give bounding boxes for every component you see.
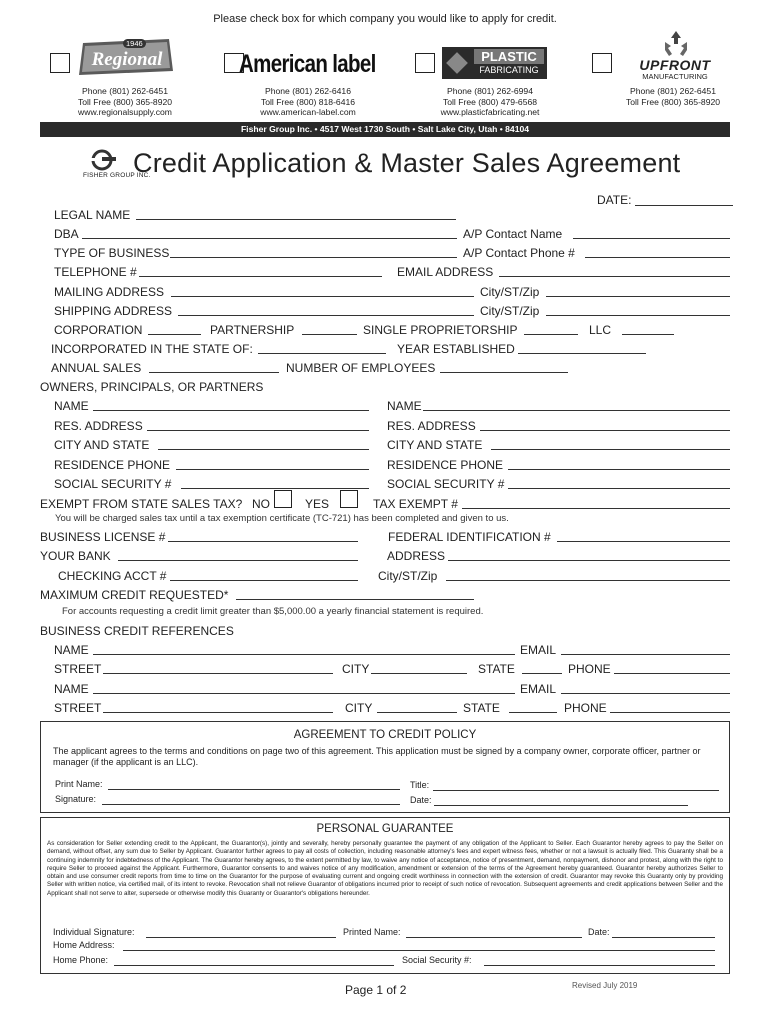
ref1-email-label: EMAIL [520,643,557,657]
owner2-city-state-label: CITY AND STATE [387,438,483,452]
ref1-state-field[interactable] [522,673,562,674]
ref2-city-field[interactable] [377,712,457,713]
incorporated-field[interactable] [258,353,386,354]
year-established-field[interactable] [518,353,646,354]
dba-field[interactable] [82,238,457,239]
owner1-ssn-field[interactable] [181,488,369,489]
num-employees-label: NUMBER OF EMPLOYEES [286,361,436,375]
owner2-ssn-field[interactable] [508,488,730,489]
email-address-field[interactable] [499,276,730,277]
ref2-email-field[interactable] [561,693,730,694]
owner1-city-state-field[interactable] [158,449,369,450]
owner1-name-field[interactable] [93,410,369,411]
regional-contact: Phone (801) 262-6451 Toll Free (800) 365-8920 www.regionalsupply.com [77,86,173,117]
tax-exempt-label: TAX EXEMPT # [373,497,458,511]
ref1-name-label: NAME [54,643,89,657]
owner2-residence-phone-label: RESIDENCE PHONE [387,458,504,472]
sole-proprietorship-label: SINGLE PROPRIETORSHIP [363,323,518,337]
max-credit-label: MAXIMUM CREDIT REQUESTED* [40,588,229,602]
dba-label: DBA [54,227,79,241]
home-phone-label: Home Phone: [53,955,109,965]
agreement-title: AGREEMENT TO CREDIT POLICY [293,729,477,741]
exempt-yes-label: YES [305,497,330,511]
fisher-group-small-text: FISHER GROUP INC. [83,172,151,179]
ref1-email-field[interactable] [561,654,730,655]
legal-name-field[interactable] [136,219,456,220]
date-field[interactable] [635,205,733,206]
llc-label: LLC [589,323,612,337]
shipping-address-label: SHIPPING ADDRESS [54,304,173,318]
ref1-street-field[interactable] [103,673,333,674]
owner1-name-label: NAME [54,399,89,413]
page-number: Page 1 of 2 [345,983,407,997]
upfront-arrow-icon [663,30,689,58]
mailing-address-field[interactable] [171,296,474,297]
ref1-street-label: STREET [54,662,102,676]
owner2-name-label: NAME [387,399,422,413]
owner1-residence-phone-field[interactable] [176,469,369,470]
owner1-res-address-field[interactable] [147,430,369,431]
regional-checkbox[interactable] [50,53,70,73]
shipping-address-field[interactable] [178,315,474,316]
business-license-label: BUSINESS LICENSE # [40,530,166,544]
printed-name-label: Printed Name: [343,927,401,937]
agreement-date-label: Date: [410,795,432,805]
owners-heading: OWNERS, PRINCIPALS, OR PARTNERS [40,380,264,394]
signature-field[interactable] [102,804,400,805]
type-of-business-label: TYPE OF BUSINESS [54,246,170,260]
american-label-contact: Phone (801) 262-6416 Toll Free (800) 818-6416 www.american-label.com [260,86,356,117]
print-name-label: Print Name: [55,779,103,789]
ref2-state-field[interactable] [509,712,557,713]
upfront-logo: UPFRONT [639,57,711,73]
plastic-fabricating-checkbox[interactable] [415,53,435,73]
ref2-street-field[interactable] [103,712,333,713]
ap-contact-name-field[interactable] [573,238,730,239]
date-label: DATE: [597,193,632,207]
email-address-label: EMAIL ADDRESS [397,265,494,279]
bank-city-label: City/ST/Zip [378,569,438,583]
ap-contact-name-label: A/P Contact Name [463,227,563,241]
address-bar: Fisher Group Inc. • 4517 West 1730 South • Salt Lake City, Utah • 84104 [40,122,730,137]
type-of-business-field[interactable] [170,257,457,258]
incorporated-label: INCORPORATED IN THE STATE OF: [51,342,253,356]
ref2-phone-label: PHONE [564,701,607,715]
exempt-no-checkbox[interactable] [274,490,292,508]
corporation-field[interactable] [148,334,201,335]
owner1-residence-phone-label: RESIDENCE PHONE [54,458,171,472]
ref1-city-label: CITY [342,662,370,676]
guarantee-text: As consideration for Seller extending credit to the Applicant, the Guarantor(s), jointly and severally, hereby personally guarantee the payment of any obligation of the Applicant to Seller. Each Guarantor hereby agrees to pay the Seller on demand, without offset, any sum due to Seller by Applicant. Guarantor further agrees to pay all costs of collection, including reasonable attorney's fees and expert witness fees, whether or not a lawsuit is actually filed. This Guaranty shall be a continuing indemnity for indebtedness of the Applicant. The Guarantor hereby agrees, to the extent permitted by law, to waive any notice of acceptance, notice of presentment, demand, nonpayment, dishonor and protest, along with the right to require Seller to proceed against the Applicant. Furthermore, Guarantor consents to and waives notice of any modification, amendment or extension of the terms of the Agreement hereby guaranteed. Guarantor hereby authorizes Seller to obtain and use consumer credit reports from time to time on the Guarantor for the purpose of evaluating current and ongoing credit worthiness in connection with the extension of credit. Guarantor may revoke this Guaranty only by providing Seller with written notice, via certified mail, of its intent to revoke. Revocation shall not relieve Guarantor of obligations incurred prior to receipt of such notice of revocation. Subsequent agreements and credit applications between Seller and the Applicant shall not serve to alter, supersede or otherwise modify this Guaranty or Guarantor's obligations hereunder. [47,840,723,897]
bank-city-field[interactable] [446,580,730,581]
checking-field[interactable] [170,580,358,581]
exempt-label: EXEMPT FROM STATE SALES TAX? [40,497,243,511]
year-established-label: YEAR ESTABLISHED [397,342,515,356]
refs-heading: BUSINESS CREDIT REFERENCES [40,624,234,638]
business-license-field[interactable] [168,541,358,542]
regional-year: 1946 [123,39,146,48]
agreement-text: The applicant agrees to the terms and conditions on page two of this agreement. This application must be signed by a company owner, corporate officer, partner or manager (if the applicant is an LLC). [53,746,701,767]
owner1-city-state-label: CITY AND STATE [54,438,150,452]
guarantee-date-field[interactable] [612,937,715,938]
corporation-label: CORPORATION [54,323,143,337]
bank-address-label: ADDRESS [387,549,446,563]
ap-contact-phone-label: A/P Contact Phone # [463,246,575,260]
ref1-name-field[interactable] [93,654,515,655]
checking-label: CHECKING ACCT # [58,569,167,583]
svg-text:Regional: Regional [91,49,163,70]
american-label-logo: American label [238,49,376,78]
legal-name-label: LEGAL NAME [54,208,131,222]
num-employees-field[interactable] [440,372,568,373]
exempt-yes-checkbox[interactable] [340,490,358,508]
tax-exempt-field[interactable] [462,508,730,509]
ref2-state-label: STATE [463,701,500,715]
ref1-city-field[interactable] [371,673,467,674]
partnership-label: PARTNERSHIP [210,323,295,337]
shipping-city-field[interactable] [546,315,730,316]
credit-note: For accounts requesting a credit limit greater than $5,000.00 a yearly financial statement is required. [62,606,484,617]
tax-note: You will be charged sales tax until a tax exemption certificate (TC-721) has been completed and given to us. [55,513,509,524]
individual-signature-label: Individual Signature: [53,927,135,937]
guarantee-ssn-field[interactable] [484,965,715,966]
owner2-name-field[interactable] [423,410,730,411]
max-credit-field[interactable] [236,599,474,600]
home-address-field[interactable] [123,950,715,951]
title-label: Title: [410,780,430,790]
ref2-email-label: EMAIL [520,682,557,696]
ref1-state-label: STATE [478,662,515,676]
owner1-ssn-label: SOCIAL SECURITY # [54,477,172,491]
sole-proprietorship-field[interactable] [524,334,578,335]
owner1-res-address-label: RES. ADDRESS [54,419,143,433]
owner2-ssn-label: SOCIAL SECURITY # [387,477,505,491]
federal-id-field[interactable] [557,541,730,542]
exempt-no-label: NO [252,497,270,511]
guarantee-ssn-label: Social Security #: [402,955,472,965]
telephone-field[interactable] [139,276,382,277]
printed-name-field[interactable] [406,937,582,938]
home-phone-field[interactable] [114,965,394,966]
owner2-city-state-field[interactable] [491,449,730,450]
mailing-city-field[interactable] [546,296,730,297]
ref2-name-label: NAME [54,682,89,696]
ap-contact-phone-field[interactable] [585,257,730,258]
ref2-name-field[interactable] [93,693,515,694]
plastic-fabricating-contact: Phone (801) 262-6994 Toll Free (800) 479-6568 www.plasticfabricating.net [440,86,540,117]
owner2-res-address-field[interactable] [480,430,730,431]
ref1-phone-label: PHONE [568,662,611,676]
partnership-field[interactable] [302,334,357,335]
individual-signature-field[interactable] [146,937,336,938]
print-name-field[interactable] [108,789,400,790]
upfront-sub: MANUFACTURING [642,72,708,81]
upfront-checkbox[interactable] [592,53,612,73]
mailing-address-label: MAILING ADDRESS [54,285,165,299]
instruction-text: Please check box for which company you would like to apply for credit. [213,13,557,25]
federal-id-label: FEDERAL IDENTIFICATION # [388,530,551,544]
annual-sales-label: ANNUAL SALES [51,361,142,375]
ref2-city-label: CITY [345,701,373,715]
guarantee-date-label: Date: [588,927,610,937]
your-bank-label: YOUR BANK [40,549,111,563]
your-bank-field[interactable] [118,560,358,561]
ref1-phone-field[interactable] [614,673,730,674]
plastic-fabricating-logo: PLASTIC FABRICATING [442,47,547,79]
mailing-city-label: City/ST/Zip [480,285,540,299]
llc-field[interactable] [622,334,674,335]
shipping-city-label: City/ST/Zip [480,304,540,318]
ref2-street-label: STREET [54,701,102,715]
page-title: Credit Application & Master Sales Agreement [133,148,681,178]
upfront-contact: Phone (801) 262-6451 Toll Free (800) 365-8920 [625,86,721,107]
telephone-label: TELEPHONE # [54,265,137,279]
guarantee-title: PERSONAL GUARANTEE [316,823,454,835]
revised-date: Revised July 2019 [572,981,638,990]
ref2-phone-field[interactable] [610,712,730,713]
agreement-date-field[interactable] [434,805,688,806]
owner2-residence-phone-field[interactable] [508,469,730,470]
owner2-res-address-label: RES. ADDRESS [387,419,476,433]
bank-address-field[interactable] [448,560,730,561]
home-address-label: Home Address: [53,940,115,950]
title-field[interactable] [433,790,719,791]
signature-label: Signature: [55,794,97,804]
annual-sales-field[interactable] [149,372,279,373]
